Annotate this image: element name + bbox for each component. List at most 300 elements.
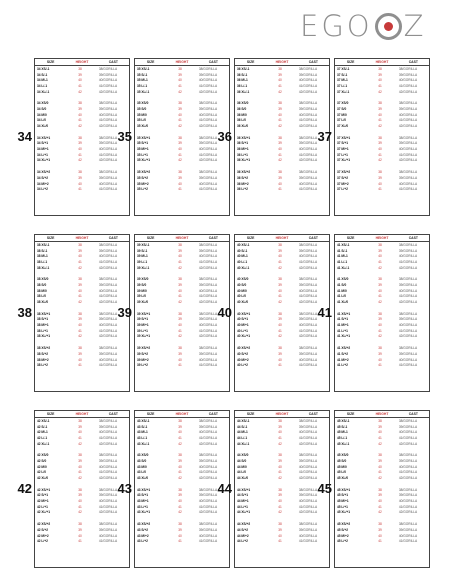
cast-cell: 39/GORILLA [198, 141, 218, 146]
size-group-label: 44 [217, 481, 232, 496]
cast-cell: 39/GORILLA [398, 72, 418, 77]
size-cell: 39 L/+2 [137, 363, 148, 368]
size-cell: 41 S/+2 [337, 351, 349, 356]
table-row [135, 475, 229, 481]
table-row [335, 362, 429, 368]
table-row [335, 464, 429, 470]
table-row [335, 504, 429, 510]
height-cell: 40 [378, 181, 382, 186]
cast-cell: 41/GORILLA [198, 328, 218, 333]
cast-cell: 40/GORILLA [398, 288, 418, 293]
cast-cell: 38/GORILLA [198, 522, 218, 527]
header-cast: CAST [408, 60, 418, 64]
height-cell: 41 [378, 187, 382, 192]
table-row [235, 458, 329, 464]
size-cell: 42 M/+2 [37, 533, 49, 538]
cast-cell: 42/GORILLA [198, 476, 218, 481]
cast-cell: 39/GORILLA [198, 493, 218, 498]
table-row [335, 294, 429, 300]
table-row [235, 424, 329, 430]
height-cell: 39 [378, 175, 382, 180]
height-cell: 38 [378, 522, 382, 527]
table-row [135, 504, 229, 510]
size-cell: 35 XS/0 [137, 101, 149, 106]
table-row [235, 299, 329, 305]
size-cell: 45 S/+1 [337, 493, 349, 498]
height-cell: 38 [78, 487, 82, 492]
size-cell: 42 XS/0 [37, 453, 49, 458]
table-row [35, 493, 129, 499]
height-cell: 38 [78, 277, 82, 282]
cast-cell: 41/GORILLA [398, 470, 418, 475]
table-row [335, 527, 429, 533]
header-cast: CAST [408, 236, 418, 240]
cast-cell: 39/GORILLA [398, 424, 418, 429]
height-cell: 39 [78, 282, 82, 287]
table-row [35, 458, 129, 464]
cast-cell: 39/GORILLA [398, 141, 418, 146]
size-cell: 40 M/-1 [237, 254, 248, 259]
cast-cell: 41/GORILLA [298, 259, 318, 264]
table-row [235, 248, 329, 254]
cast-cell: 40/GORILLA [198, 254, 218, 259]
height-cell: 40 [278, 147, 282, 152]
cast-cell: 38/GORILLA [98, 311, 118, 316]
cast-cell: 40/GORILLA [298, 430, 318, 435]
height-cell: 38 [78, 522, 82, 527]
size-cell: 37 XS/-1 [337, 66, 350, 71]
height-cell: 41 [178, 470, 182, 475]
cast-cell: 39/GORILLA [398, 527, 418, 532]
size-cell: 42 XL/-1 [37, 441, 50, 446]
cast-cell: 40/GORILLA [98, 499, 118, 504]
cast-cell: 42/GORILLA [298, 124, 318, 129]
height-cell: 40 [78, 464, 82, 469]
cast-cell: 39/GORILLA [198, 424, 218, 429]
cast-cell: 42/GORILLA [298, 510, 318, 515]
height-cell: 41 [78, 504, 82, 509]
size-cell: 39 S/+1 [137, 317, 149, 322]
cast-cell: 38/GORILLA [198, 101, 218, 106]
cast-cell: 41/GORILLA [298, 83, 318, 88]
size-cell: 40 XS/0 [237, 277, 249, 282]
table-row [35, 181, 129, 187]
size-cell: 37 XL/0 [337, 124, 349, 129]
size-cell: 38 XS/+2 [37, 346, 51, 351]
table-row [35, 265, 129, 271]
size-cell: 37 XS/+2 [337, 170, 351, 175]
table-row [235, 83, 329, 89]
table-row [335, 487, 429, 493]
size-cell: 38 M/+2 [37, 357, 49, 362]
height-cell: 40 [178, 499, 182, 504]
cast-cell: 41/GORILLA [198, 259, 218, 264]
table-row [335, 317, 429, 323]
size-cell: 43 L/+2 [137, 539, 148, 544]
size-cell: 45 XL/-1 [337, 441, 350, 446]
height-cell: 40 [378, 499, 382, 504]
cast-cell: 38/GORILLA [198, 135, 218, 140]
table-row [235, 123, 329, 129]
height-cell: 40 [378, 430, 382, 435]
cast-cell: 42/GORILLA [98, 89, 118, 94]
height-cell: 39 [378, 141, 382, 146]
size-cell: 38 XL/+1 [37, 334, 51, 339]
table-row [235, 498, 329, 504]
table-row [35, 83, 129, 89]
height-cell: 41 [78, 83, 82, 88]
height-cell: 39 [178, 351, 182, 356]
cast-cell: 42/GORILLA [98, 441, 118, 446]
cast-cell: 40/GORILLA [98, 357, 118, 362]
cast-cell: 40/GORILLA [98, 254, 118, 259]
size-cell: 38 M/-1 [37, 254, 48, 259]
table-row [235, 362, 329, 368]
height-cell: 38 [278, 101, 282, 106]
table-row [35, 294, 129, 300]
cast-cell: 42/GORILLA [198, 334, 218, 339]
table-row [235, 89, 329, 95]
size-cell: 40 L/0 [237, 294, 247, 299]
height-cell: 41 [278, 152, 282, 157]
table-row [235, 464, 329, 470]
size-cell: 44 M/+2 [237, 533, 249, 538]
height-cell: 40 [178, 254, 182, 259]
cast-cell: 40/GORILLA [198, 499, 218, 504]
height-cell: 41 [378, 470, 382, 475]
height-cell: 38 [278, 418, 282, 423]
height-cell: 39 [278, 527, 282, 532]
size-cell: 37 L/-1 [337, 83, 348, 88]
cast-cell: 40/GORILLA [98, 147, 118, 152]
height-cell: 39 [278, 493, 282, 498]
table-row [35, 282, 129, 288]
table-row [35, 118, 129, 124]
table-row [335, 493, 429, 499]
cast-cell: 41/GORILLA [198, 539, 218, 544]
cast-cell: 40/GORILLA [198, 430, 218, 435]
size-cell: 39 S/0 [137, 282, 147, 287]
cast-cell: 42/GORILLA [398, 265, 418, 270]
cast-cell: 39/GORILLA [98, 317, 118, 322]
size-cell: 44 XS/+1 [237, 487, 251, 492]
size-cell: 37 XS/+1 [337, 135, 351, 140]
height-cell: 40 [378, 254, 382, 259]
size-cell: 36 L/+2 [237, 187, 248, 192]
height-cell: 39 [78, 424, 82, 429]
cast-cell: 39/GORILLA [98, 282, 118, 287]
size-cell: 44 M/0 [237, 464, 247, 469]
cast-cell: 40/GORILLA [398, 533, 418, 538]
height-cell: 39 [178, 424, 182, 429]
table-row [335, 158, 429, 164]
table-row [335, 83, 429, 89]
height-cell: 39 [378, 351, 382, 356]
table-row [235, 106, 329, 112]
size-table [334, 58, 430, 216]
cast-cell: 39/GORILLA [298, 175, 318, 180]
cast-cell: 39/GORILLA [298, 106, 318, 111]
height-cell: 42 [378, 124, 382, 129]
cast-cell: 40/GORILLA [398, 464, 418, 469]
cast-cell: 42/GORILLA [98, 510, 118, 515]
table-row [335, 424, 429, 430]
cast-cell: 38/GORILLA [398, 346, 418, 351]
table-row [135, 112, 229, 118]
size-cell: 41 S/+1 [337, 317, 349, 322]
cast-cell: 40/GORILLA [398, 78, 418, 83]
table-row [235, 322, 329, 328]
cast-cell: 41/GORILLA [98, 83, 118, 88]
cast-cell: 41/GORILLA [198, 435, 218, 440]
height-cell: 42 [178, 89, 182, 94]
cast-cell: 39/GORILLA [398, 106, 418, 111]
height-cell: 38 [278, 453, 282, 458]
size-cell: 38 M/0 [37, 288, 47, 293]
cast-cell: 38/GORILLA [298, 311, 318, 316]
cast-cell: 42/GORILLA [198, 124, 218, 129]
size-cell: 37 L/+1 [337, 152, 348, 157]
size-cell: 40 S/-1 [237, 248, 248, 253]
cast-cell: 41/GORILLA [98, 259, 118, 264]
size-cell: 42 L/+1 [37, 504, 48, 509]
cast-cell: 40/GORILLA [398, 112, 418, 117]
cast-cell: 41/GORILLA [398, 294, 418, 299]
size-cell: 41 XL/0 [337, 300, 349, 305]
table-row [35, 311, 129, 317]
size-band [17, 58, 434, 216]
height-cell: 38 [78, 101, 82, 106]
height-cell: 41 [178, 259, 182, 264]
table-row [335, 311, 429, 317]
height-cell: 40 [278, 533, 282, 538]
table-row [335, 538, 429, 544]
size-cell: 37 XL/-1 [337, 89, 350, 94]
size-cell: 34 XS/-1 [37, 66, 50, 71]
size-cell: 38 S/+2 [37, 351, 49, 356]
size-cell: 40 XL/-1 [237, 265, 250, 270]
cast-cell: 41/GORILLA [398, 363, 418, 368]
height-cell: 41 [278, 435, 282, 440]
table-row [35, 538, 129, 544]
height-cell: 41 [178, 83, 182, 88]
size-cell: 40 XL/0 [237, 300, 249, 305]
height-cell: 41 [278, 363, 282, 368]
cast-cell: 39/GORILLA [298, 424, 318, 429]
cast-cell: 39/GORILLA [298, 458, 318, 463]
table-row [35, 100, 129, 106]
table-row [235, 146, 329, 152]
table-row [35, 169, 129, 175]
size-group-label: 39 [117, 305, 132, 320]
table-row [35, 135, 129, 141]
table-row [35, 253, 129, 259]
size-cell: 38 L/-1 [37, 259, 48, 264]
cast-cell: 38/GORILLA [98, 66, 118, 71]
height-cell: 41 [178, 294, 182, 299]
size-cell: 43 M/+2 [137, 533, 149, 538]
height-cell: 41 [178, 539, 182, 544]
height-cell: 40 [278, 254, 282, 259]
height-cell: 38 [78, 311, 82, 316]
height-cell: 38 [178, 311, 182, 316]
table-row [35, 533, 129, 539]
cast-cell: 41/GORILLA [298, 539, 318, 544]
table-row [335, 357, 429, 363]
table-row [235, 470, 329, 476]
height-cell: 42 [378, 510, 382, 515]
height-cell: 40 [78, 181, 82, 186]
height-cell: 40 [78, 78, 82, 83]
logo-ring-icon [375, 13, 402, 40]
height-cell: 40 [278, 464, 282, 469]
size-cell: 45 L/+1 [337, 504, 348, 509]
table-row [35, 259, 129, 265]
height-cell: 41 [378, 504, 382, 509]
size-cell: 45 M/+2 [337, 533, 349, 538]
height-cell: 38 [78, 418, 82, 423]
size-band [17, 234, 434, 392]
cast-cell: 38/GORILLA [398, 522, 418, 527]
size-cell: 36 S/0 [237, 106, 247, 111]
height-cell: 38 [178, 418, 182, 423]
size-cell: 34 S/+2 [37, 175, 49, 180]
size-cell: 43 M/0 [137, 464, 147, 469]
size-cell: 35 XL/-1 [137, 89, 150, 94]
height-cell: 41 [78, 118, 82, 123]
height-cell: 42 [378, 158, 382, 163]
table-row [135, 288, 229, 294]
size-cell: 36 XL/+1 [237, 158, 251, 163]
size-cell: 36 XL/0 [237, 124, 249, 129]
size-cell: 41 XL/-1 [337, 265, 350, 270]
table-row [135, 66, 229, 72]
table-row [135, 435, 229, 441]
size-group [317, 234, 434, 392]
cast-cell: 38/GORILLA [98, 346, 118, 351]
cast-cell: 42/GORILLA [398, 334, 418, 339]
table-row [335, 276, 429, 282]
height-cell: 40 [178, 464, 182, 469]
table-row [135, 322, 229, 328]
height-cell: 41 [78, 470, 82, 475]
size-cell: 41 XS/-1 [337, 242, 350, 247]
table-row [335, 498, 429, 504]
table-row [335, 77, 429, 83]
table-row [335, 100, 429, 106]
size-table [334, 410, 430, 568]
table-row [35, 470, 129, 476]
table-row [235, 452, 329, 458]
table-row [235, 175, 329, 181]
height-cell: 38 [378, 135, 382, 140]
size-cell: 43 L/-1 [137, 435, 148, 440]
cast-cell: 39/GORILLA [98, 527, 118, 532]
size-cell: 34 M/0 [37, 112, 47, 117]
table-row [335, 458, 429, 464]
height-cell: 38 [378, 277, 382, 282]
table-row [235, 77, 329, 83]
table-row [35, 351, 129, 357]
size-cell: 40 XS/+1 [237, 311, 251, 316]
cast-cell: 38/GORILLA [98, 135, 118, 140]
cast-cell: 39/GORILLA [198, 175, 218, 180]
height-cell: 42 [78, 334, 82, 339]
size-cell: 34 L/-1 [37, 83, 48, 88]
cast-cell: 38/GORILLA [98, 487, 118, 492]
size-cell: 40 S/+1 [237, 317, 249, 322]
cast-cell: 39/GORILLA [298, 141, 318, 146]
table-row [135, 311, 229, 317]
table-row [335, 345, 429, 351]
table-row [335, 123, 429, 129]
height-cell: 39 [278, 72, 282, 77]
table-row [235, 112, 329, 118]
size-cell: 36 XS/+1 [237, 135, 251, 140]
size-cell: 40 L/+1 [237, 328, 248, 333]
table-row [135, 538, 229, 544]
header-cast: CAST [108, 236, 118, 240]
height-cell: 39 [78, 458, 82, 463]
height-cell: 41 [378, 435, 382, 440]
height-cell: 42 [378, 89, 382, 94]
cast-cell: 39/GORILLA [298, 351, 318, 356]
table-row [335, 470, 429, 476]
table-header [235, 411, 329, 418]
cast-cell: 41/GORILLA [298, 294, 318, 299]
table-row [35, 504, 129, 510]
cast-cell: 41/GORILLA [298, 435, 318, 440]
size-cell: 37 S/+1 [337, 141, 349, 146]
height-cell: 39 [378, 493, 382, 498]
cast-cell: 39/GORILLA [298, 282, 318, 287]
cast-cell: 41/GORILLA [398, 259, 418, 264]
header-size: SIZE [46, 412, 55, 416]
height-cell: 39 [378, 248, 382, 253]
size-cell: 39 M/+2 [137, 357, 149, 362]
size-cell: 38 XS/+1 [37, 311, 51, 316]
table-row [35, 186, 129, 192]
cast-cell: 38/GORILLA [398, 418, 418, 423]
height-cell: 40 [78, 533, 82, 538]
cast-cell: 42/GORILLA [98, 334, 118, 339]
size-cell: 41 L/+1 [337, 328, 348, 333]
size-cell: 43 XS/+1 [137, 487, 151, 492]
table-header [235, 59, 329, 66]
size-cell: 43 M/-1 [137, 430, 148, 435]
size-cell: 35 XL/0 [137, 124, 149, 129]
table-row [135, 72, 229, 78]
table-header [35, 411, 129, 418]
table-row [135, 470, 229, 476]
size-cell: 42 M/-1 [37, 430, 48, 435]
size-cell: 34 XS/+1 [37, 135, 51, 140]
cast-cell: 38/GORILLA [198, 277, 218, 282]
cast-cell: 41/GORILLA [198, 152, 218, 157]
cast-cell: 41/GORILLA [398, 539, 418, 544]
height-cell: 38 [178, 453, 182, 458]
table-row [35, 175, 129, 181]
table-row [135, 276, 229, 282]
size-cell: 41 M/+1 [337, 323, 349, 328]
cast-cell: 40/GORILLA [98, 533, 118, 538]
size-cell: 41 XL/+1 [337, 334, 351, 339]
cast-cell: 42/GORILLA [398, 300, 418, 305]
height-cell: 41 [78, 328, 82, 333]
height-cell: 42 [378, 265, 382, 270]
height-cell: 38 [278, 487, 282, 492]
table-row [235, 418, 329, 424]
